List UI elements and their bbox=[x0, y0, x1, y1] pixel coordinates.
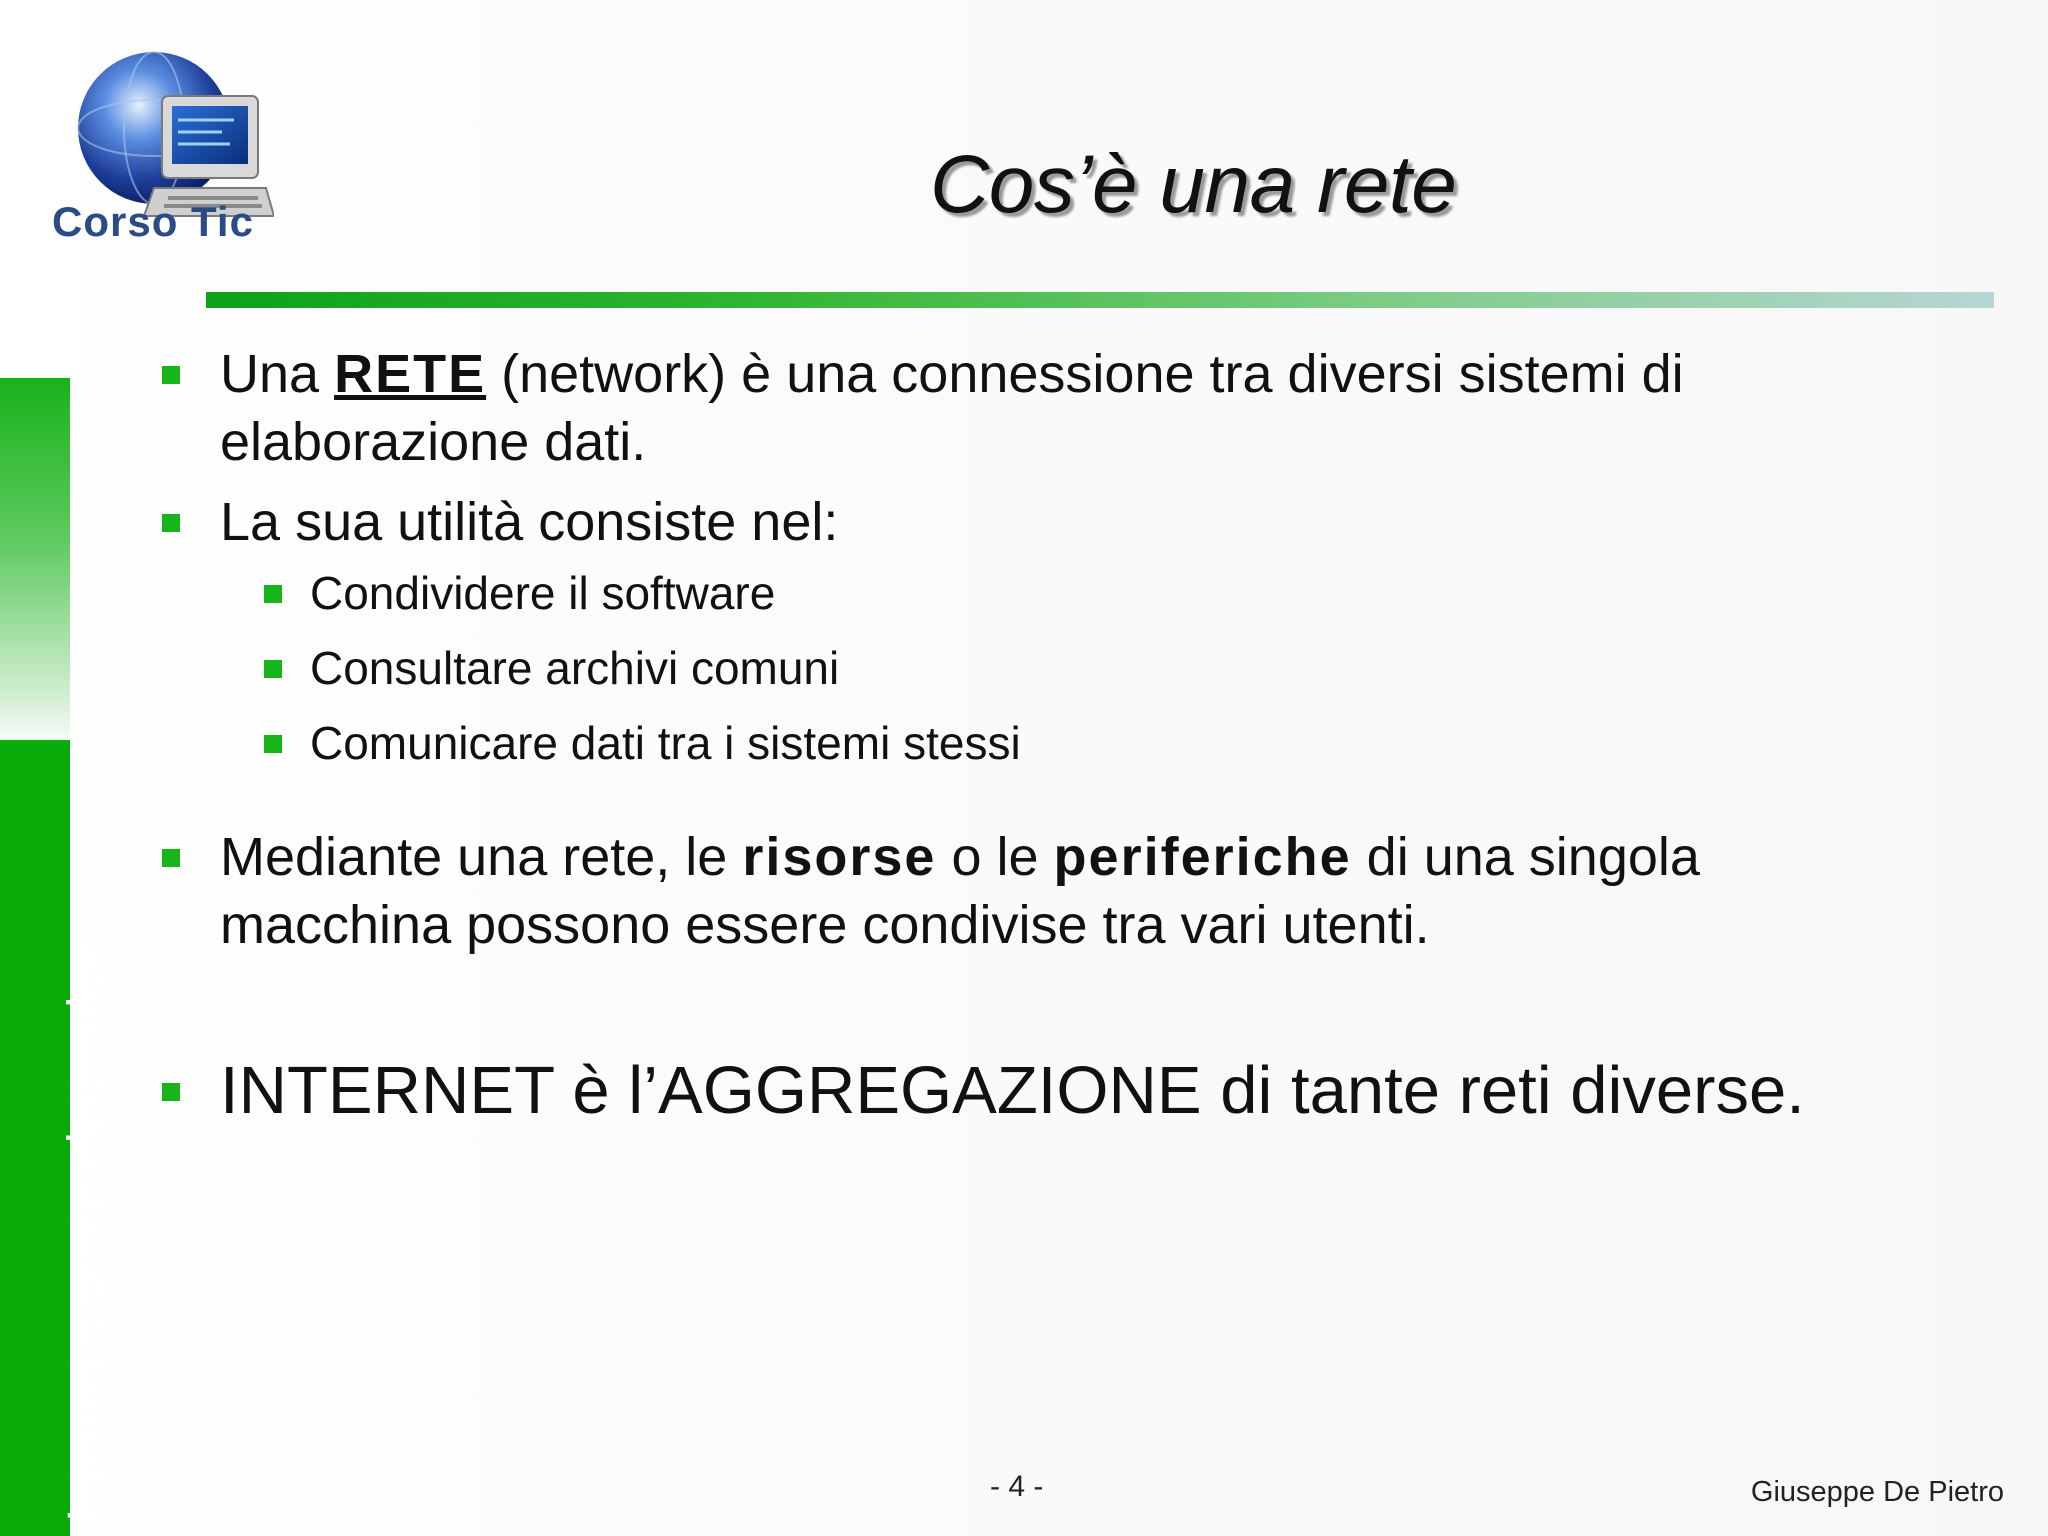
bullet-keyword: risorse bbox=[742, 827, 937, 887]
square-bullet-icon bbox=[162, 1083, 180, 1101]
bullet-text: La sua utilità consiste nel: bbox=[220, 492, 839, 552]
bullet-item-internet bbox=[160, 1051, 1980, 1131]
sub-bullet-item bbox=[160, 706, 1980, 781]
page-number: - 4 - bbox=[990, 1470, 1044, 1503]
logo-text: Corso Tic bbox=[52, 198, 254, 245]
sub-bullet-text: Consultare archivi comuni bbox=[310, 642, 840, 694]
bullet-text: (network) è una connessione tra diversi sistemi di bbox=[486, 344, 1684, 404]
bullet-item-risorse bbox=[160, 823, 1980, 959]
bullet-text: elaborazione dati. bbox=[220, 412, 647, 472]
square-bullet-icon bbox=[162, 366, 180, 384]
sub-bullet-text: Condividere il software bbox=[310, 567, 776, 619]
square-bullet-icon bbox=[264, 660, 282, 678]
title-divider bbox=[206, 292, 1994, 308]
bullet-text: INTERNET è l’AGGREGAZIONE di tante reti diverse. bbox=[220, 1053, 1805, 1128]
slide-body bbox=[160, 340, 1980, 1131]
slide-title: Cos’è una rete bbox=[930, 139, 1457, 230]
bullet-text: Mediante una rete, le bbox=[220, 827, 743, 887]
bullet-keyword: RETE bbox=[334, 344, 487, 404]
sidebar-label: Internet e posta elettronica bbox=[59, 945, 112, 1522]
square-bullet-icon bbox=[162, 514, 180, 532]
bullet-keyword: periferiche bbox=[1053, 827, 1352, 887]
bullet-text: o le bbox=[936, 827, 1054, 887]
bullet-text: di una singola bbox=[1351, 827, 1700, 887]
sub-bullet-text: Comunicare dati tra i sistemi stessi bbox=[310, 717, 1021, 769]
sub-bullet-item bbox=[160, 556, 1980, 631]
sidebar-gradient-band bbox=[0, 378, 70, 740]
bullet-item-rete bbox=[160, 340, 1980, 476]
author-name: Giuseppe De Pietro bbox=[1750, 1476, 2004, 1508]
square-bullet-icon bbox=[264, 735, 282, 753]
bullet-text: Una bbox=[220, 344, 335, 404]
square-bullet-icon bbox=[162, 849, 180, 867]
bullet-item-utilita bbox=[160, 488, 1980, 556]
square-bullet-icon bbox=[264, 585, 282, 603]
bullet-text: macchina possono essere condivise tra vari utenti. bbox=[220, 895, 1430, 955]
sub-bullet-item bbox=[160, 631, 1980, 706]
